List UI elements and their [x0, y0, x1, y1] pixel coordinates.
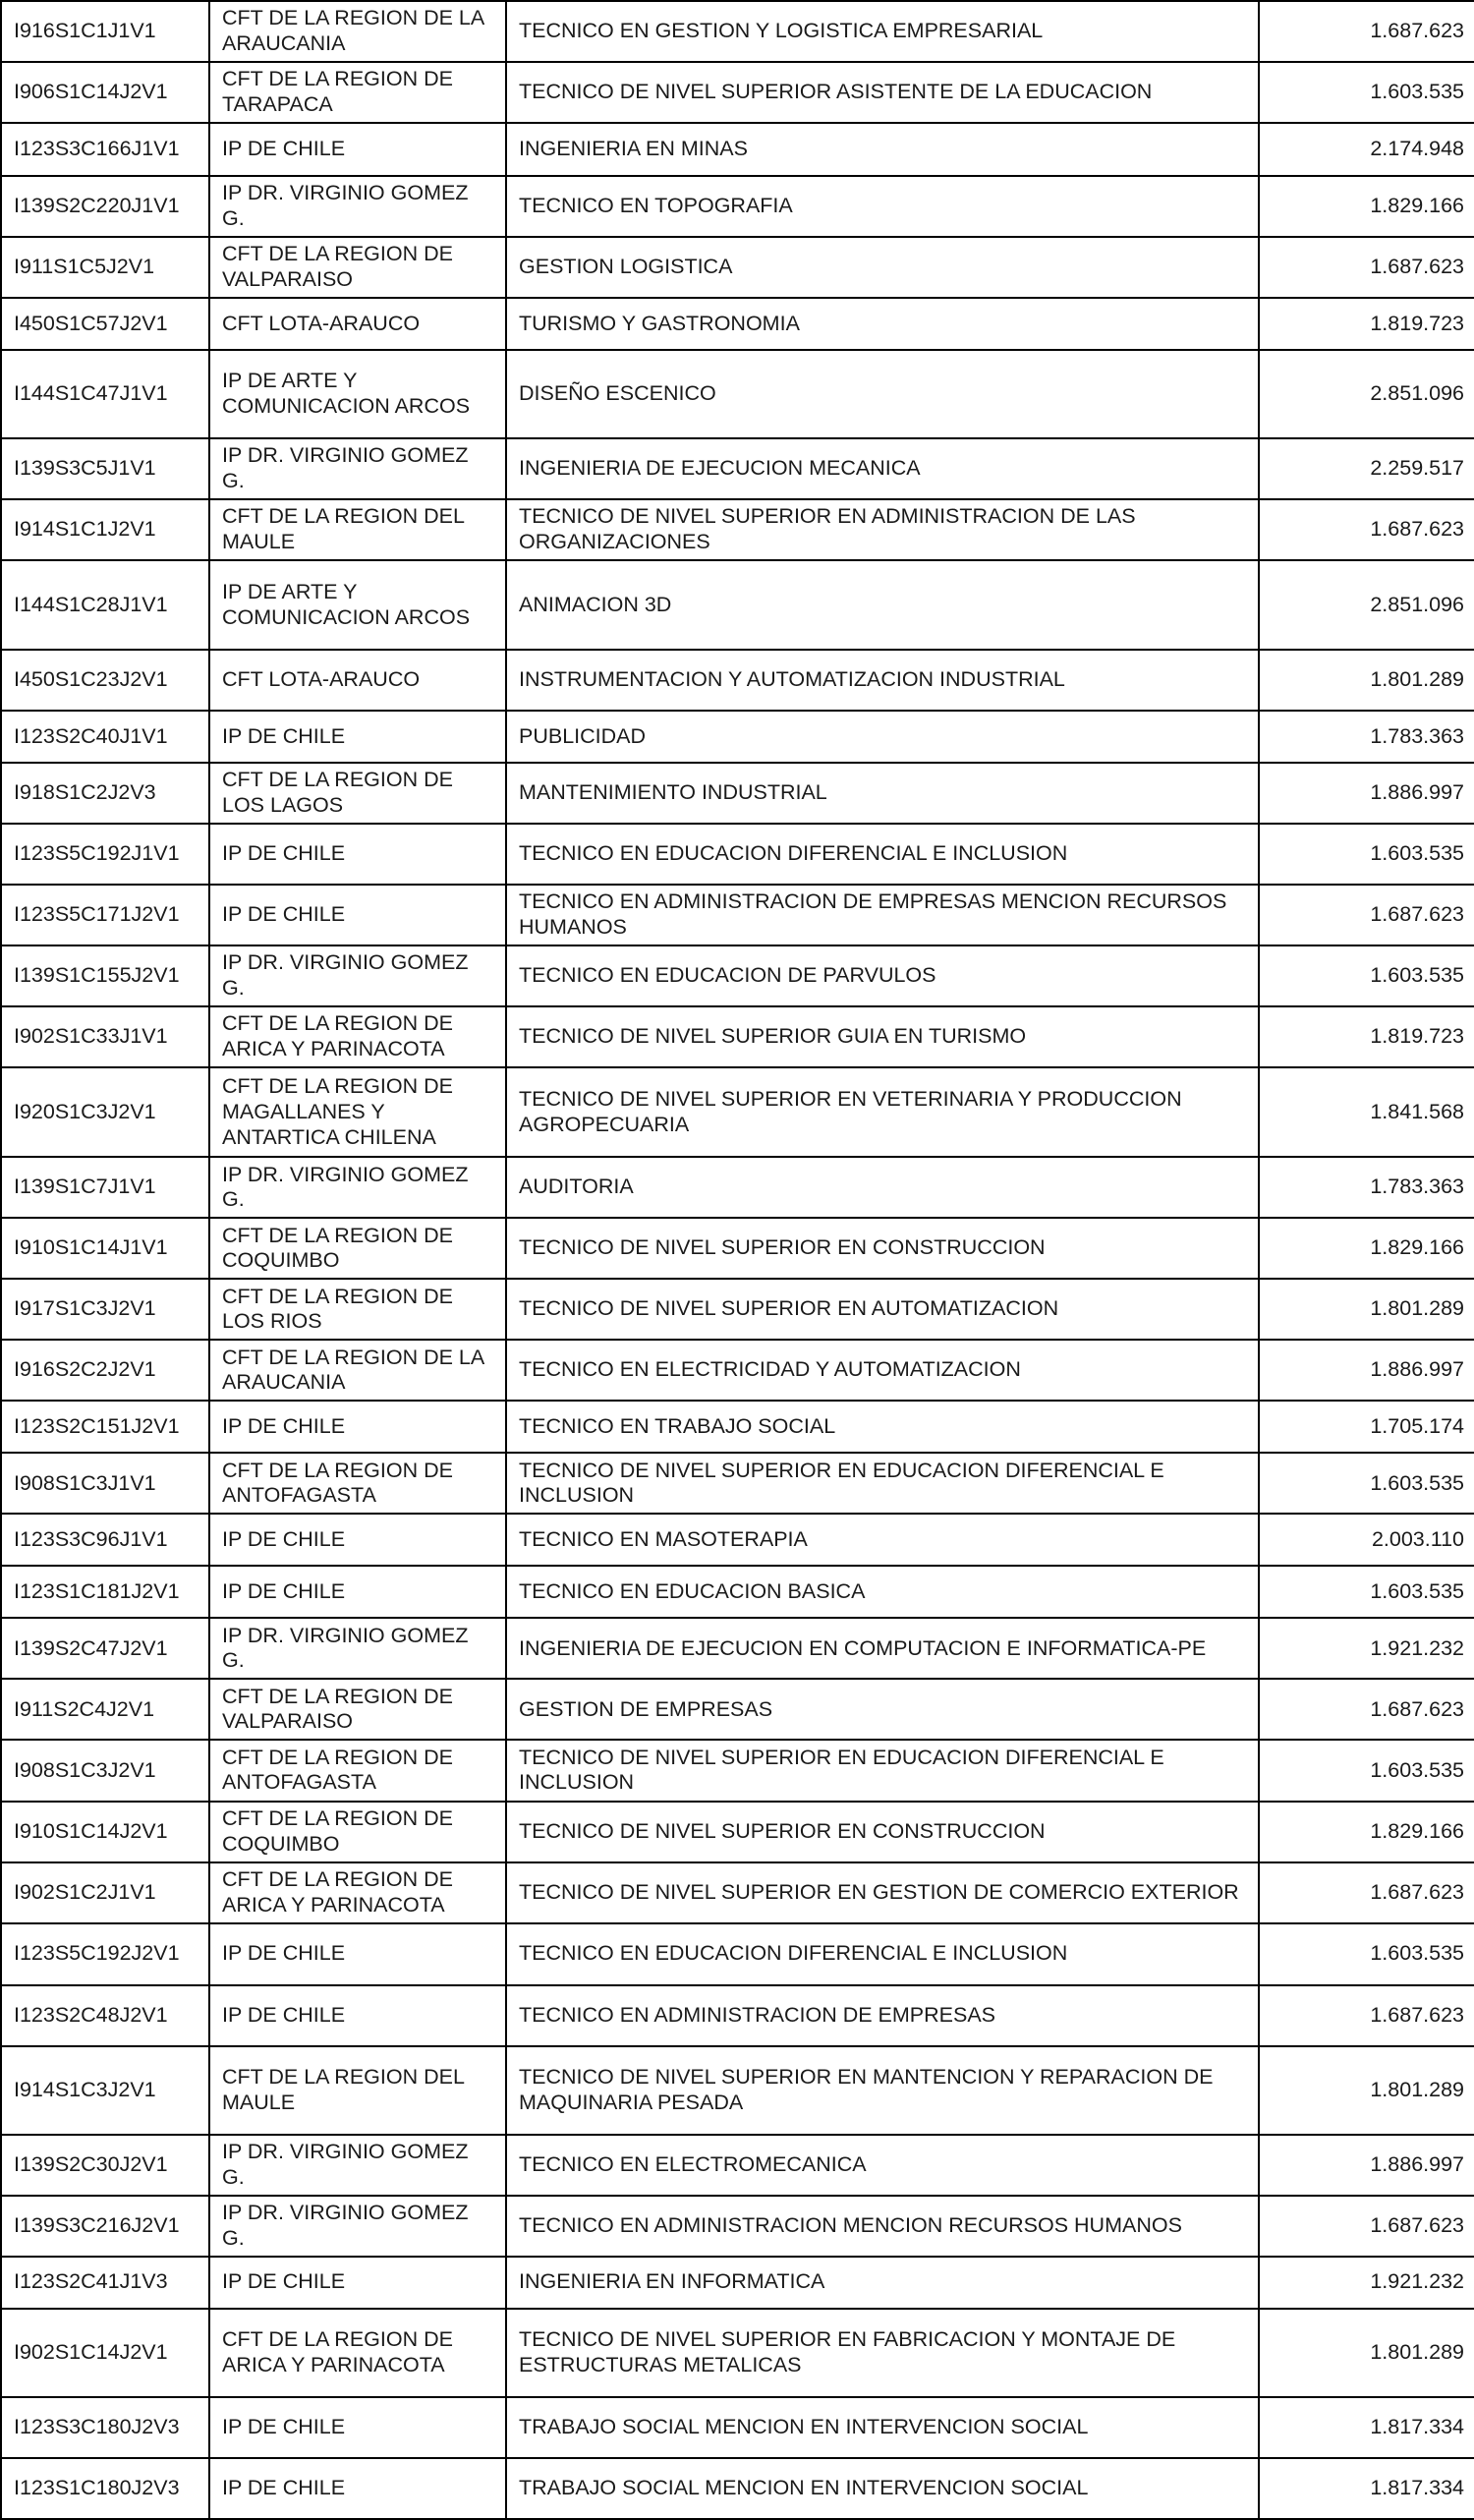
- program-cell: TECNICO EN EDUCACION DIFERENCIAL E INCLUSION: [506, 824, 1259, 885]
- amount-cell: 1.886.997: [1259, 1340, 1474, 1401]
- institution-cell: CFT DE LA REGION DEL MAULE: [209, 499, 506, 560]
- institution-cell: CFT DE LA REGION DE LOS LAGOS: [209, 763, 506, 824]
- institution-cell: CFT DE LA REGION DEL MAULE: [209, 2046, 506, 2135]
- table-row: [1, 763, 1474, 824]
- table-row: [1, 1679, 1474, 1740]
- code-cell: I139S3C216J2V1: [1, 2196, 209, 2257]
- program-cell: GESTION LOGISTICA: [506, 237, 1259, 298]
- institution-cell: CFT LOTA-ARAUCO: [209, 298, 506, 350]
- institution-cell: CFT DE LA REGION DE VALPARAISO: [209, 1679, 506, 1740]
- code-cell: I139S3C5J1V1: [1, 438, 209, 499]
- institution-cell: CFT DE LA REGION DE LA ARAUCANIA: [209, 1, 506, 62]
- code-cell: I908S1C3J2V1: [1, 1740, 209, 1801]
- program-cell: AUDITORIA: [506, 1157, 1259, 1218]
- institution-cell: IP DE CHILE: [209, 123, 506, 176]
- institution-cell: IP DE CHILE: [209, 2257, 506, 2309]
- program-cell: GESTION DE EMPRESAS: [506, 1679, 1259, 1740]
- program-cell: INSTRUMENTACION Y AUTOMATIZACION INDUSTRIAL: [506, 650, 1259, 711]
- amount-cell: 1.687.623: [1259, 1862, 1474, 1923]
- table-row: [1, 1157, 1474, 1218]
- amount-cell: 1.603.535: [1259, 1923, 1474, 1985]
- code-cell: I902S1C14J2V1: [1, 2309, 209, 2397]
- program-cell: TECNICO EN ADMINISTRACION DE EMPRESAS: [506, 1985, 1259, 2046]
- institution-cell: CFT DE LA REGION DE MAGALLANES Y ANTARTICA CHILENA: [209, 1067, 506, 1157]
- amount-cell: 2.259.517: [1259, 438, 1474, 499]
- institution-cell: IP DE CHILE: [209, 2397, 506, 2458]
- program-cell: TECNICO DE NIVEL SUPERIOR EN CONSTRUCCION: [506, 1218, 1259, 1279]
- institution-cell: CFT DE LA REGION DE TARAPACA: [209, 62, 506, 123]
- code-cell: I139S2C220J1V1: [1, 176, 209, 237]
- institution-cell: IP DR. VIRGINIO GOMEZ G.: [209, 2196, 506, 2257]
- amount-cell: 1.801.289: [1259, 2309, 1474, 2397]
- amount-cell: 1.829.166: [1259, 176, 1474, 237]
- amount-cell: 1.886.997: [1259, 763, 1474, 824]
- program-cell: INGENIERIA DE EJECUCION MECANICA: [506, 438, 1259, 499]
- institution-cell: IP DE CHILE: [209, 1514, 506, 1566]
- code-cell: I914S1C3J2V1: [1, 2046, 209, 2135]
- amount-cell: 1.603.535: [1259, 945, 1474, 1006]
- amount-cell: 2.003.110: [1259, 1514, 1474, 1566]
- program-cell: TURISMO Y GASTRONOMIA: [506, 298, 1259, 350]
- code-cell: I910S1C14J2V1: [1, 1802, 209, 1862]
- institution-cell: IP DE CHILE: [209, 1923, 506, 1985]
- table-row: [1, 298, 1474, 350]
- table-row: [1, 2458, 1474, 2519]
- institution-cell: CFT DE LA REGION DE LA ARAUCANIA: [209, 1340, 506, 1401]
- code-cell: I902S1C2J1V1: [1, 1862, 209, 1923]
- amount-cell: 1.921.232: [1259, 2257, 1474, 2309]
- code-cell: I920S1C3J2V1: [1, 1067, 209, 1157]
- code-cell: I910S1C14J1V1: [1, 1218, 209, 1279]
- program-cell: TECNICO DE NIVEL SUPERIOR EN MANTENCION Y REPARACION DE MAQUINARIA PESADA: [506, 2046, 1259, 2135]
- table-row: [1, 1279, 1474, 1340]
- amount-cell: 2.851.096: [1259, 350, 1474, 438]
- program-cell: TECNICO EN ELECTRICIDAD Y AUTOMATIZACION: [506, 1340, 1259, 1401]
- table-row: [1, 560, 1474, 650]
- amount-cell: 1.817.334: [1259, 2397, 1474, 2458]
- program-cell: TECNICO EN ELECTROMECANICA: [506, 2135, 1259, 2196]
- code-cell: I450S1C57J2V1: [1, 298, 209, 350]
- code-cell: I916S2C2J2V1: [1, 1340, 209, 1401]
- amount-cell: 1.801.289: [1259, 650, 1474, 711]
- program-cell: TECNICO EN ADMINISTRACION MENCION RECURSOS HUMANOS: [506, 2196, 1259, 2257]
- institution-cell: CFT DE LA REGION DE LOS RIOS: [209, 1279, 506, 1340]
- amount-cell: 1.603.535: [1259, 1566, 1474, 1618]
- code-cell: I911S2C4J2V1: [1, 1679, 209, 1740]
- program-cell: TECNICO EN GESTION Y LOGISTICA EMPRESARIAL: [506, 1, 1259, 62]
- table-row: [1, 1006, 1474, 1067]
- table-row: [1, 2397, 1474, 2458]
- amount-cell: 1.705.174: [1259, 1401, 1474, 1453]
- amount-cell: 1.687.623: [1259, 237, 1474, 298]
- program-cell: TECNICO EN ADMINISTRACION DE EMPRESAS MENCION RECURSOS HUMANOS: [506, 885, 1259, 945]
- program-cell: INGENIERIA EN MINAS: [506, 123, 1259, 176]
- amount-cell: 1.829.166: [1259, 1218, 1474, 1279]
- code-cell: I123S5C192J2V1: [1, 1923, 209, 1985]
- amount-cell: 1.687.623: [1259, 2196, 1474, 2257]
- institution-cell: IP DR. VIRGINIO GOMEZ G.: [209, 1157, 506, 1218]
- code-cell: I123S3C180J2V3: [1, 2397, 209, 2458]
- institution-cell: CFT DE LA REGION DE ANTOFAGASTA: [209, 1453, 506, 1514]
- table-row: [1, 176, 1474, 237]
- table-row: [1, 2196, 1474, 2257]
- code-cell: I139S2C30J2V1: [1, 2135, 209, 2196]
- amount-cell: 1.603.535: [1259, 1740, 1474, 1801]
- program-cell: TRABAJO SOCIAL MENCION EN INTERVENCION SOCIAL: [506, 2458, 1259, 2519]
- institution-cell: CFT DE LA REGION DE ARICA Y PARINACOTA: [209, 2309, 506, 2397]
- code-cell: I144S1C28J1V1: [1, 560, 209, 650]
- code-cell: I906S1C14J2V1: [1, 62, 209, 123]
- table-row: [1, 1401, 1474, 1453]
- code-cell: I123S2C151J2V1: [1, 1401, 209, 1453]
- table-row: [1, 350, 1474, 438]
- program-cell: TECNICO EN EDUCACION DIFERENCIAL E INCLUSION: [506, 1923, 1259, 1985]
- table-row: [1, 824, 1474, 885]
- amount-cell: 1.687.623: [1259, 1, 1474, 62]
- institution-cell: CFT DE LA REGION DE ANTOFAGASTA: [209, 1740, 506, 1801]
- table-row: [1, 123, 1474, 176]
- table-row: [1, 711, 1474, 763]
- amount-cell: 1.801.289: [1259, 2046, 1474, 2135]
- amount-cell: 1.603.535: [1259, 62, 1474, 123]
- program-cell: ANIMACION 3D: [506, 560, 1259, 650]
- table-row: [1, 499, 1474, 560]
- institution-cell: CFT DE LA REGION DE ARICA Y PARINACOTA: [209, 1006, 506, 1067]
- institution-cell: IP DR. VIRGINIO GOMEZ G.: [209, 176, 506, 237]
- table-row: [1, 2257, 1474, 2309]
- institution-cell: IP DE CHILE: [209, 1401, 506, 1453]
- table-row: [1, 438, 1474, 499]
- table-body: [1, 1, 1474, 2519]
- amount-cell: 1.801.289: [1259, 1279, 1474, 1340]
- amount-cell: 1.603.535: [1259, 824, 1474, 885]
- code-cell: I902S1C33J1V1: [1, 1006, 209, 1067]
- code-cell: I916S1C1J1V1: [1, 1, 209, 62]
- institution-cell: IP DE CHILE: [209, 2458, 506, 2519]
- program-cell: TECNICO EN MASOTERAPIA: [506, 1514, 1259, 1566]
- table-row: [1, 1985, 1474, 2046]
- code-cell: I139S2C47J2V1: [1, 1618, 209, 1679]
- amount-cell: 1.687.623: [1259, 1985, 1474, 2046]
- table-row: [1, 237, 1474, 298]
- code-cell: I123S2C41J1V3: [1, 2257, 209, 2309]
- program-cell: TRABAJO SOCIAL MENCION EN INTERVENCION SOCIAL: [506, 2397, 1259, 2458]
- amount-cell: 1.886.997: [1259, 2135, 1474, 2196]
- program-cell: TECNICO EN TOPOGRAFIA: [506, 176, 1259, 237]
- code-cell: I123S1C181J2V1: [1, 1566, 209, 1618]
- program-cell: TECNICO DE NIVEL SUPERIOR ASISTENTE DE LA EDUCACION: [506, 62, 1259, 123]
- table-row: [1, 1514, 1474, 1566]
- program-cell: TECNICO EN EDUCACION DE PARVULOS: [506, 945, 1259, 1006]
- program-cell: TECNICO DE NIVEL SUPERIOR EN AUTOMATIZACION: [506, 1279, 1259, 1340]
- table-row: [1, 1340, 1474, 1401]
- table-row: [1, 2046, 1474, 2135]
- program-cell: TECNICO DE NIVEL SUPERIOR EN ADMINISTRACION DE LAS ORGANIZACIONES: [506, 499, 1259, 560]
- amount-cell: 1.817.334: [1259, 2458, 1474, 2519]
- program-cell: TECNICO DE NIVEL SUPERIOR GUIA EN TURISMO: [506, 1006, 1259, 1067]
- table-row: [1, 62, 1474, 123]
- program-cell: MANTENIMIENTO INDUSTRIAL: [506, 763, 1259, 824]
- program-cell: TECNICO DE NIVEL SUPERIOR EN CONSTRUCCION: [506, 1802, 1259, 1862]
- code-cell: I914S1C1J2V1: [1, 499, 209, 560]
- amount-cell: 1.819.723: [1259, 298, 1474, 350]
- table-row: [1, 1, 1474, 62]
- table-row: [1, 650, 1474, 711]
- institution-cell: IP DE CHILE: [209, 711, 506, 763]
- institution-cell: IP DE CHILE: [209, 1985, 506, 2046]
- code-cell: I123S5C171J2V1: [1, 885, 209, 945]
- amount-cell: 1.921.232: [1259, 1618, 1474, 1679]
- table-row: [1, 2135, 1474, 2196]
- amount-cell: 2.174.948: [1259, 123, 1474, 176]
- institution-cell: CFT DE LA REGION DE ARICA Y PARINACOTA: [209, 1862, 506, 1923]
- table-row: [1, 885, 1474, 945]
- table-row: [1, 945, 1474, 1006]
- amount-cell: 1.603.535: [1259, 1453, 1474, 1514]
- table-row: [1, 1218, 1474, 1279]
- program-cell: PUBLICIDAD: [506, 711, 1259, 763]
- code-cell: I917S1C3J2V1: [1, 1279, 209, 1340]
- code-cell: I123S5C192J1V1: [1, 824, 209, 885]
- code-cell: I918S1C2J2V3: [1, 763, 209, 824]
- code-cell: I911S1C5J2V1: [1, 237, 209, 298]
- institution-cell: IP DR. VIRGINIO GOMEZ G.: [209, 438, 506, 499]
- program-cell: INGENIERIA DE EJECUCION EN COMPUTACION E INFORMATICA-PE: [506, 1618, 1259, 1679]
- table-row: [1, 1453, 1474, 1514]
- institution-cell: IP DR. VIRGINIO GOMEZ G.: [209, 1618, 506, 1679]
- institution-cell: CFT DE LA REGION DE COQUIMBO: [209, 1218, 506, 1279]
- amount-cell: 1.783.363: [1259, 1157, 1474, 1218]
- table-row: [1, 1566, 1474, 1618]
- code-cell: I123S2C48J2V1: [1, 1985, 209, 2046]
- amount-cell: 1.841.568: [1259, 1067, 1474, 1157]
- table-row: [1, 1862, 1474, 1923]
- program-cell: TECNICO EN EDUCACION BASICA: [506, 1566, 1259, 1618]
- code-cell: I123S3C166J1V1: [1, 123, 209, 176]
- institution-cell: IP DE CHILE: [209, 1566, 506, 1618]
- program-cell: INGENIERIA EN INFORMATICA: [506, 2257, 1259, 2309]
- amount-cell: 2.851.096: [1259, 560, 1474, 650]
- institution-cell: IP DE ARTE Y COMUNICACION ARCOS: [209, 350, 506, 438]
- program-cell: TECNICO EN TRABAJO SOCIAL: [506, 1401, 1259, 1453]
- code-cell: I123S2C40J1V1: [1, 711, 209, 763]
- table-row: [1, 1067, 1474, 1157]
- institution-cell: CFT LOTA-ARAUCO: [209, 650, 506, 711]
- amount-cell: 1.687.623: [1259, 499, 1474, 560]
- program-cell: TECNICO DE NIVEL SUPERIOR EN EDUCACION DIFERENCIAL E INCLUSION: [506, 1453, 1259, 1514]
- program-cell: TECNICO DE NIVEL SUPERIOR EN GESTION DE COMERCIO EXTERIOR: [506, 1862, 1259, 1923]
- program-cell: DISEÑO ESCENICO: [506, 350, 1259, 438]
- table-row: [1, 1802, 1474, 1862]
- code-cell: I144S1C47J1V1: [1, 350, 209, 438]
- amount-cell: 1.687.623: [1259, 1679, 1474, 1740]
- code-cell: I139S1C7J1V1: [1, 1157, 209, 1218]
- code-cell: I139S1C155J2V1: [1, 945, 209, 1006]
- institution-cell: CFT DE LA REGION DE VALPARAISO: [209, 237, 506, 298]
- institution-cell: IP DR. VIRGINIO GOMEZ G.: [209, 2135, 506, 2196]
- amount-cell: 1.819.723: [1259, 1006, 1474, 1067]
- table-row: [1, 2309, 1474, 2397]
- institution-cell: IP DE CHILE: [209, 885, 506, 945]
- institution-cell: CFT DE LA REGION DE COQUIMBO: [209, 1802, 506, 1862]
- table-row: [1, 1740, 1474, 1801]
- program-cell: TECNICO DE NIVEL SUPERIOR EN FABRICACION Y MONTAJE DE ESTRUCTURAS METALICAS: [506, 2309, 1259, 2397]
- code-cell: I908S1C3J1V1: [1, 1453, 209, 1514]
- code-cell: I123S3C96J1V1: [1, 1514, 209, 1566]
- institution-cell: IP DE CHILE: [209, 824, 506, 885]
- code-cell: I123S1C180J2V3: [1, 2458, 209, 2519]
- institution-cell: IP DE ARTE Y COMUNICACION ARCOS: [209, 560, 506, 650]
- amount-cell: 1.829.166: [1259, 1802, 1474, 1862]
- table-row: [1, 1923, 1474, 1985]
- amount-cell: 1.687.623: [1259, 885, 1474, 945]
- program-cell: TECNICO DE NIVEL SUPERIOR EN VETERINARIA Y PRODUCCION AGROPECUARIA: [506, 1067, 1259, 1157]
- table-row: [1, 1618, 1474, 1679]
- program-cell: TECNICO DE NIVEL SUPERIOR EN EDUCACION DIFERENCIAL E INCLUSION: [506, 1740, 1259, 1801]
- amount-cell: 1.783.363: [1259, 711, 1474, 763]
- institution-cell: IP DR. VIRGINIO GOMEZ G.: [209, 945, 506, 1006]
- code-cell: I450S1C23J2V1: [1, 650, 209, 711]
